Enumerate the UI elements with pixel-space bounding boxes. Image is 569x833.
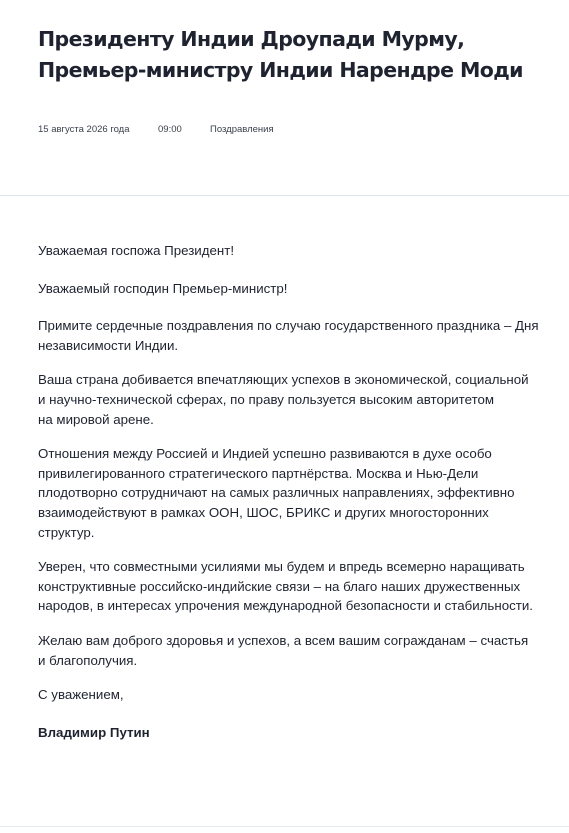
paragraph-success: Ваша страна добивается впечатляющих успехов в экономической, социальной и научно-технической сферах, по праву пользуется высоким авторитетом на мировой арене. <box>38 372 529 427</box>
category-link[interactable]: Поздравления <box>210 124 274 135</box>
publish-time: 09:00 <box>158 124 182 135</box>
signature: Владимир Путин <box>38 724 150 740</box>
publish-date: 15 августа 2026 года <box>38 124 130 135</box>
closing: С уважением, <box>38 687 124 703</box>
footer-divider <box>0 826 569 827</box>
article-header <box>0 0 569 196</box>
paragraph-congratulations: Примите сердечные поздравления по случаю государственного праздника – Дня независимости Индии. <box>38 318 539 353</box>
salutation-president: Уважаемая госпожа Президент! <box>38 243 235 258</box>
paragraph-relations: Отношения между Россией и Индией успешно развиваются в духе особо привилегированного стратегического партнёрства. Москва и Нью-Дели плодотворно сотрудничают на самых различных направлениях, эффективно взаимодействуют в рамках ООН, ШОС, БРИКС и других многосторонних структур. <box>38 446 515 540</box>
page-title: Президенту Индии Дроупади Мурму, Премьер-министру Индии Нарендре Моди <box>38 27 523 82</box>
salutation-prime-minister: Уважаемый господин Премьер-министр! <box>38 280 288 296</box>
paragraph-cooperation: Уверен, что совместными усилиями мы будем и впредь всемерно наращивать конструктивные российско-индийские связи – на благо наших дружественных народов, в интересах упрочения международной безопасности и стабильности. <box>38 559 533 614</box>
paragraph-wishes: Желаю вам доброго здоровья и успехов, а всем вашим согражданам – счастья и благополучия. <box>38 632 529 668</box>
article-body <box>38 241 548 757</box>
